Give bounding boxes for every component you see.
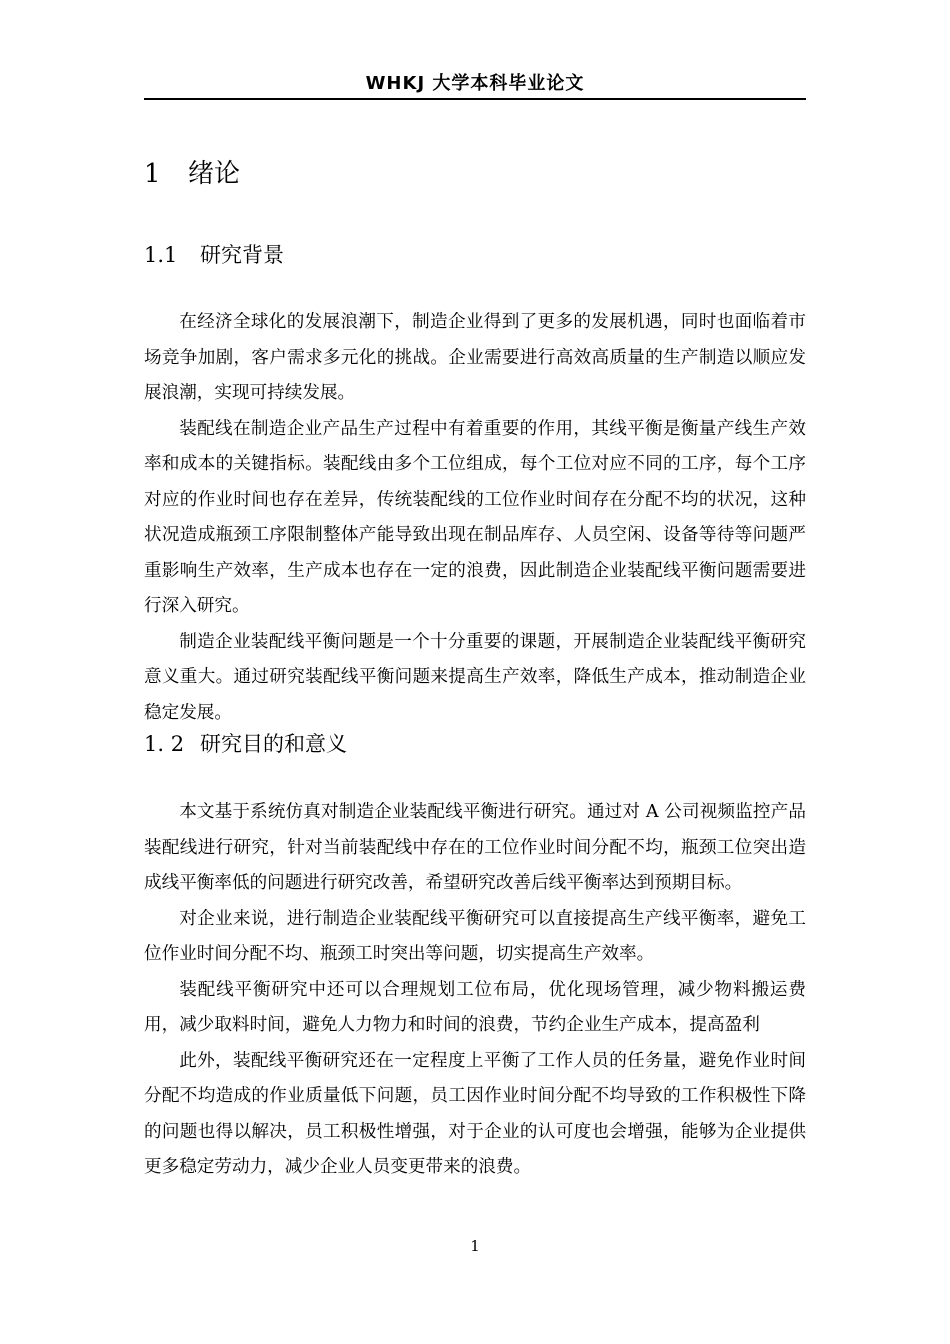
chapter-title: 绪论 — [188, 159, 241, 189]
section-number: 1.1 — [144, 243, 178, 267]
page-number: 1 — [470, 1237, 480, 1255]
page-header: WHKJ 大学本科毕业论文 — [365, 73, 585, 94]
section-body — [144, 305, 806, 731]
paragraph: 本文基于系统仿真对制造企业装配线平衡进行研究。通过对 A 公司视频监控产品装配线进行研究，针对当前装配线中存在的工位作业时间分配不均，瓶颈工位突出造成线平衡率低的问题进行研究改善，希望研究改善后线平衡率达到预期目标。 — [144, 802, 806, 893]
paragraph: 制造企业装配线平衡问题是一个十分重要的课题，开展制造企业装配线平衡研究意义重大。通过研究装配线平衡问题来提高生产效率，降低生产成本，推动制造企业稳定发展。 — [144, 631, 806, 723]
paragraph: 装配线在制造企业产品生产过程中有着重要的作用，其线平衡是衡量产线生产效率和成本的关键指标。装配线由多个工位组成，每个工位对应不同的工序，每个工序对应的作业时间也存在差异，传统装配线的工位作业时间存在分配不均的状况，这种状况造成瓶颈工序限制整体产能导致出现在制品库存、人员空闲、设备等待等问题严重影响生产效率，生产成本也存在一定的浪费，因此制造企业装配线平衡问题需要进行深入研究。 — [144, 418, 806, 616]
section-title: 研究目的和意义 — [200, 732, 347, 756]
paragraph: 对企业来说，进行制造企业装配线平衡研究可以直接提高生产线平衡率，避免工位作业时间分配不均、瓶颈工时突出等问题，切实提高生产效率。 — [144, 908, 806, 964]
section-heading — [144, 239, 284, 271]
section-title: 研究背景 — [200, 243, 284, 267]
section-number: 1. 2 — [144, 732, 185, 756]
section-body — [144, 795, 806, 1186]
paragraph: 装配线平衡研究中还可以合理规划工位布局，优化现场管理，减少物料搬运费用，减少取料时间，避免人力物力和时间的浪费，节约企业生产成本，提高盈利 — [144, 979, 806, 1035]
chapter-number: 1 — [144, 159, 161, 189]
chapter-heading — [144, 154, 240, 194]
header-divider — [144, 98, 806, 100]
paragraph: 在经济全球化的发展浪潮下，制造企业得到了更多的发展机遇，同时也面临着市场竞争加剧，客户需求多元化的挑战。企业需要进行高效高质量的生产制造以顺应发展浪潮，实现可持续发展。 — [144, 312, 806, 403]
paragraph: 此外，装配线平衡研究还在一定程度上平衡了工作人员的任务量，避免作业时间分配不均造成的作业质量低下问题，员工因作业时间分配不均导致的工作积极性下降的问题也得以解决，员工积极性增强，对于企业的认可度也会增强，能够为企业提供更多稳定劳动力，减少企业人员变更带来的浪费。 — [144, 1050, 806, 1177]
section-heading — [144, 728, 347, 760]
